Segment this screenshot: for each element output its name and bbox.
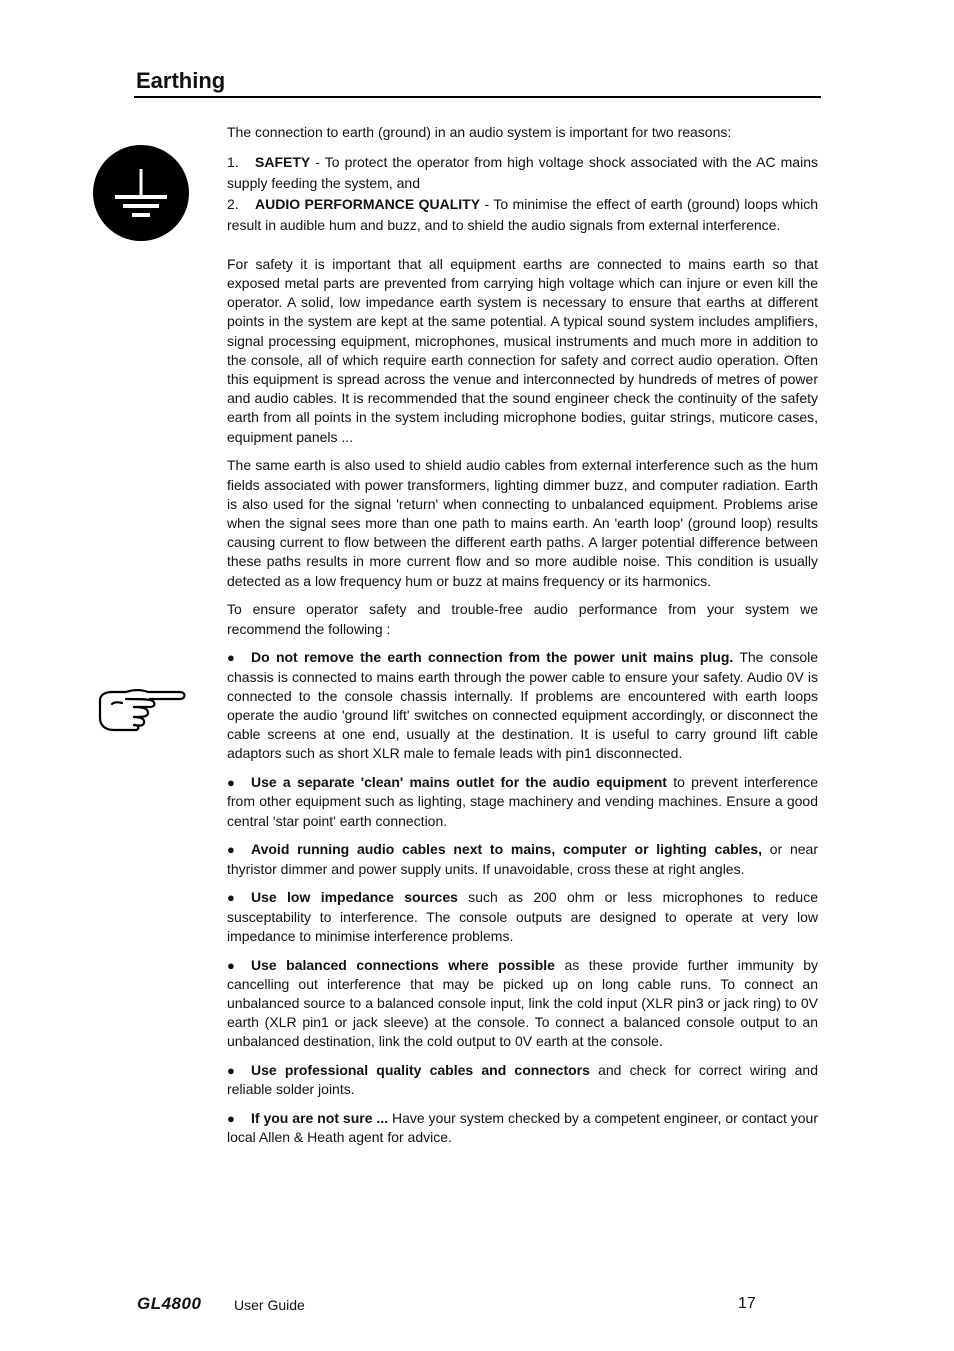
earth-ground-icon bbox=[93, 145, 189, 241]
pointing-hand-icon bbox=[96, 686, 188, 734]
reason-title: SAFETY bbox=[255, 153, 311, 170]
recommend-paragraph: To ensure operator safety and trouble-free audio performance from your system we recommend the following : bbox=[227, 601, 818, 637]
reason-number: 1. bbox=[227, 153, 239, 170]
list-item-title: Avoid running audio cables next to mains, computer or lighting cables, bbox=[251, 841, 763, 858]
title-rule bbox=[134, 96, 821, 98]
bullet-icon: ● bbox=[227, 1063, 235, 1079]
bullet-icon: ● bbox=[227, 957, 235, 973]
reason-item bbox=[227, 152, 818, 194]
reason-number: 2. bbox=[227, 195, 239, 212]
body-text bbox=[227, 123, 818, 1157]
reason-title: AUDIO PERFORMANCE QUALITY bbox=[255, 195, 481, 212]
list-item-text: and check for correct wiring and reliable solder joints. bbox=[227, 1062, 818, 1098]
list-item-text: to prevent interference from other equipment such as lighting, stage machinery and vending machines. Ensure a good central 'star point' earth connection. bbox=[227, 774, 818, 829]
list-item-text: as these provide further immunity by cancelling out interference that may be picked up on long cable runs. To connect an unbalanced source to a balanced console input, link the cold input (XLR pin3 or jack ring) to 0V earth (XLR pin1 or jack sleeve) at the console. To connect a balanced console output to an unbalanced destination, link the cold output to 0V earth at the console. bbox=[227, 956, 819, 1050]
list-item-title: Do not remove the earth connection from the power unit mains plug. bbox=[251, 649, 734, 666]
list-item-text: such as 200 ohm or less microphones to reduce susceptability to interference. The console outputs are designed to operate at very low impedance to minimise interference problems. bbox=[227, 889, 818, 944]
list-item bbox=[227, 648, 818, 763]
list-item bbox=[227, 773, 818, 831]
bullet-icon: ● bbox=[227, 890, 235, 906]
reason-text: - To protect the operator from high voltage shock associated with the AC mains supply feeding the system, and bbox=[227, 153, 818, 191]
safety-paragraph: For safety it is important that all equipment earths are connected to mains earth so that exposed metal parts are prevented from carrying high voltage which can injure or even kill the operator. A solid, low impedance earth system is necessary to ensure that earths at different points in the system are kept at the same potential. A typical sound system includes amplifiers, signal processing equipment, microphones, musical instruments and much more in addition to the console, all of which require earth connection for safety and correct audio operation. Often this equipment is spread across the venue and interconnected by hundreds of metres of power and audio cables. It is recommended that the sound engineer check the continuity of the safety earth from all points in the system including microphone bodies, guitar strings, muticore cases, equipment panels ... bbox=[227, 255, 818, 445]
list-item-text: or near thyristor dimmer and power supply units. If unavoidable, cross these at right angles. bbox=[227, 841, 818, 877]
list-item bbox=[227, 840, 818, 878]
reason-text: - To minimise the effect of earth (ground) loops which result in audible hum and buzz, and to shield the audio signals from external interference. bbox=[227, 195, 818, 233]
bullet-icon: ● bbox=[227, 842, 235, 858]
list-item bbox=[227, 888, 818, 946]
list-item bbox=[227, 1109, 818, 1147]
page-number: 17 bbox=[738, 1295, 756, 1312]
list-item-title: Use a separate 'clean' mains outlet for the audio equipment bbox=[251, 774, 667, 791]
list-item-title: Use professional quality cables and connectors bbox=[251, 1062, 590, 1079]
list-item-text: Have your system checked by a competent engineer, or contact your local Allen & Heath agent for advice. bbox=[227, 1110, 818, 1146]
bullet-icon: ● bbox=[227, 1111, 235, 1127]
shielding-paragraph: The same earth is also used to shield audio cables from external interference such as the hum fields associated with power transformers, lighting dimmer buzz, and computer radiation. Earth is also used for the signal 'return' when connecting to unbalanced equipment. Problems arise when the signal sees more than one path to mains earth. An 'earth loop' (ground loop) results causing current to flow between the different earth paths. A larger potential difference between these paths results in more current flow and so more audible noise. This condition is usually detected as a low frequency hum or buzz at mains frequency or its harmonics. bbox=[227, 457, 818, 589]
page-title: Earthing bbox=[136, 68, 226, 93]
spacer bbox=[227, 236, 818, 255]
list-item-title: If you are not sure ... bbox=[251, 1110, 389, 1127]
footer-brand-logo: GL4800 bbox=[137, 1294, 202, 1313]
footer-label: User Guide bbox=[234, 1297, 305, 1313]
list-item-text: The console chassis is connected to mains earth through the power cable to ensure your safety. Audio 0V is connected to the console chassis internally. If problems are encountered with earth loops operate the audio 'ground lift' switches on connected equipment accordingly, or disconnect the cable screens at one end, usually at the destination. It is useful to carry ground lift cable adaptors such as short XLR male to female leads with pin1 disconnected. bbox=[227, 649, 818, 762]
reason-item bbox=[227, 194, 818, 236]
bullet-icon: ● bbox=[227, 775, 235, 791]
list-item-title: Use balanced connections where possible bbox=[251, 956, 555, 973]
intro-paragraph: The connection to earth (ground) in an audio system is important for two reasons: bbox=[227, 124, 732, 140]
list-item bbox=[227, 1061, 818, 1099]
list-item bbox=[227, 956, 818, 1052]
list-item-title: Use low impedance sources bbox=[251, 889, 458, 906]
bullet-icon: ● bbox=[227, 650, 235, 666]
